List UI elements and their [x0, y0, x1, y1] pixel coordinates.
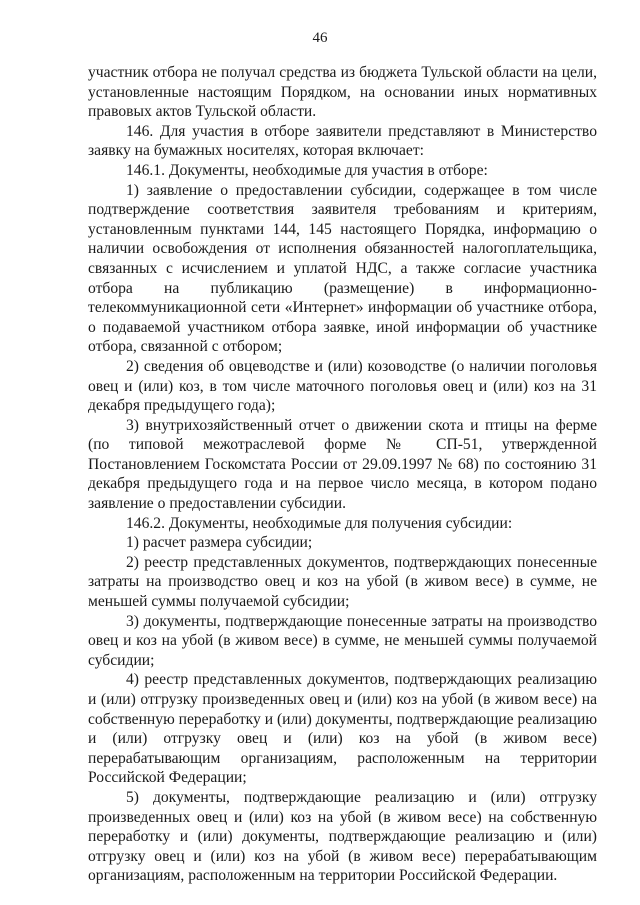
paragraph-146-1-item-2: 2) сведения об овцеводстве и (или) козоводстве (о наличии поголовья овец и (или) коз, в том числе маточного поголовья овец и (или) коз на 31 декабря предыдущего года);	[88, 357, 597, 415]
paragraph-146-2: 146.2. Документы, необходимые для получения субсидии:	[126, 514, 513, 532]
paragraph-146-2-item-1: 1) расчет размера субсидии;	[126, 534, 313, 552]
paragraph-146-2-item-4: 4) реестр представленных документов, подтверждающих реализацию и (или) отгрузку произведенных овец и (или) коз на убой (в живом весе) на собственную переработку и (или) документы, подтверждающие реализацию и (или) отгрузку овец и (или) коз на убой (в живом весе) перерабатывающим организациям, расположенным на территории Российской Федерации;	[88, 671, 598, 787]
paragraph-146-2-item-3: 3) документы, подтверждающие понесенные затраты на производство овец и коз на убой (в живом весе) в сумме, не меньшей суммы получаемой субсидии;	[88, 612, 597, 669]
paragraph-146-2-item-5: 5) документы, подтверждающие реализацию и (или) отгрузку произведенных овец и (или) коз на убой (в живом весе) на собственную переработку и (или) документы, подтверждающие реализацию и (или) отгрузку овец и (или) коз на убой (в живом весе) перерабатывающим организациям, расположенным на территории Российской Федерации.	[88, 788, 597, 885]
document-body	[88, 63, 597, 886]
paragraph-continuation: участник отбора не получал средства из бюджета Тульской области на цели, установленные настоящим Порядком, на основании иных нормативных правовых актов Тульской области.	[88, 64, 597, 121]
paragraph-146: 146. Для участия в отборе заявители представляют в Министерство заявку на бумажных носителях, которая включает:	[88, 122, 597, 160]
paragraph-146-1: 146.1. Документы, необходимые для участия в отборе:	[126, 161, 488, 179]
paragraph-146-1-item-1: 1) заявление о предоставлении субсидии, содержащее в том числе подтверждение соответствия заявителя требованиям и критериям, установленным пунктами 144, 145 настоящего Порядка, информацию о наличии освобождения от исполнения обязанностей налогоплательщика, связанных с исчислением и уплатой НДС, а также согласие участника отбора на публикацию (размещение) в информационно-телекоммуникационной сети «Интернет» информации об участнике отбора, о подаваемой участником отбора заявке, иной информации об участнике отбора, связанной с отбором;	[88, 181, 597, 356]
paragraph-146-1-item-3: 3) внутрихозяйственный отчет о движении скота и птицы на ферме (по типовой межотраслевой форме № СП-51, утвержденной Постановлением Госкомстата России от 29.09.1997 № 68) по состоянию 31 декабря предыдущего года и на первое число месяца, в котором подано заявление о предоставлении субсидии.	[88, 416, 597, 513]
page-number: 46	[312, 30, 328, 46]
paragraph-146-2-item-2: 2) реестр представленных документов, подтверждающих понесенные затраты на производство овец и коз на убой (в живом весе) в сумме, не меньшей суммы получаемой субсидии;	[88, 553, 597, 611]
